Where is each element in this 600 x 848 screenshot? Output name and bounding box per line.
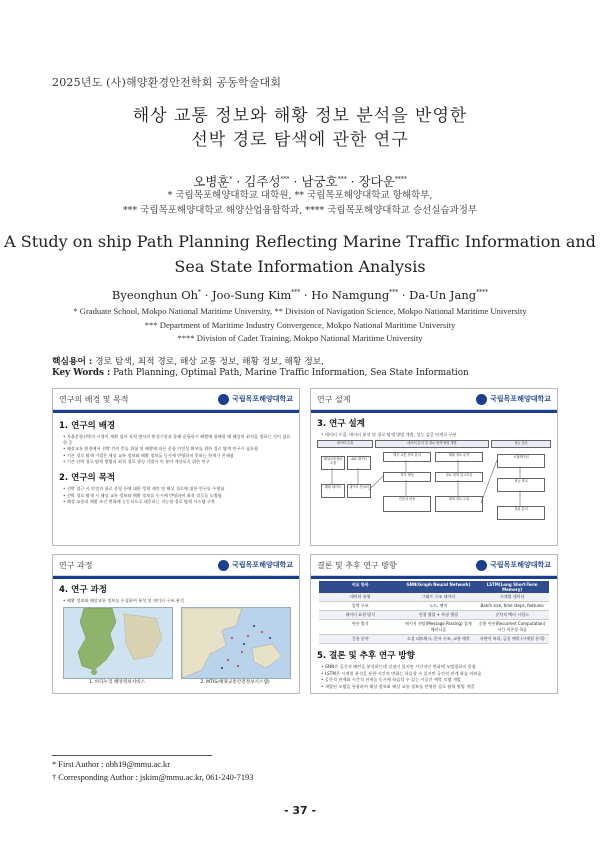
university-logo: 국립목포해양대학교 (218, 560, 293, 571)
korean-authors: 오병훈* · 김주성*** · 남궁호*** · 장다운**** (193, 174, 407, 189)
korean-affiliation-2: *** 국립목포해양대학교 해양산업융합학과, **** 국립목포해양대학교 승선실습과정부 (122, 205, 478, 216)
mtis-map (181, 607, 291, 679)
keywords-korean: 핵심용어 : 경로 탐색, 최적 경로, 해상 교통 정보, 해황 정보, 해황 정보, (52, 357, 325, 367)
table-header: 비교 항목 GNN(Graph Neural Network) LSTM(Long Short-Term Memory) (319, 581, 549, 593)
section-heading: 5. 결론 및 추후 연구 방향 (317, 651, 415, 661)
poster-background-purpose (52, 388, 300, 546)
accent-bar (311, 576, 557, 579)
english-title-line-2: Sea State Information Analysis (174, 257, 426, 276)
korean-affiliation-1: * 국립목포해양대학교 대학원, ** 국립목포해양대학교 항해학부, (167, 190, 433, 201)
conference-header: 2025년도 (사)해양환경안전학회 공동학술대회 (52, 76, 282, 89)
bullet-item: • 해황 정보와 해상교통 정보를 수집하여 분석 및 데이터 구조 분석 (63, 598, 293, 604)
bullet-item: • 선박 접근 시 안전과 항로 운영 등에 대한 정책 제안 및 해상 경로에 대한 연구를 수행함 (63, 486, 293, 492)
emblem-icon (218, 560, 229, 571)
accent-bar (53, 410, 299, 413)
flow-box: 해상교통정보 수집 (321, 456, 345, 470)
bullet-item: • 데이터 수집, 데이터 분석 및 경로 탐색 방법 개발, 성능 검증 단계로 구분 (321, 432, 551, 438)
english-title-line-1: A Study on ship Path Planning Reflecting Marine Traffic Information and (4, 232, 596, 251)
university-logo: 국립목포해양대학교 (476, 394, 551, 405)
bullet-item: • 기존 경로 탐색 기법은 해상 교통 정보와 해황 정보를 동시에 반영하지 못하는 한계가 존재함 (63, 453, 293, 459)
column-head: 데이터 수집 (317, 440, 373, 448)
bullet-item: • 공간적 관계와 시간적 관계를 동시에 학습할 수 있는 시공간 예측 모델 개발 (321, 677, 551, 683)
university-logo: 국립목포해양대학교 (218, 394, 293, 405)
table-row: 데이터 유형 그래프 구조 데이터 시계열 데이터 (319, 593, 549, 602)
bullet-item: • 기존 선박 경로 탐색 방법과 최적 경로 생성 기법이 이 분야 개선되기 위한 연구 (63, 459, 293, 465)
traffic-map-illustration (182, 608, 290, 678)
bullet-item: • GNN은 공간적 패턴을 분석하는데 강점이 있지만 시간적인 변화에 모델링하지 못함 (321, 664, 551, 670)
column-head: 데이터 분석 및 경로 탐색 방법 개발 (375, 440, 489, 448)
flow-box: 해황 정보 분석 (435, 452, 483, 462)
section-heading: 4. 연구 과정 (59, 585, 107, 595)
korean-title-line-1: 해상 교통 정보와 해황 정보 분석을 반영한 (132, 106, 468, 126)
korean-title-line-2: 선박 경로 탐색에 관한 연구 (191, 130, 409, 150)
flow-box: 성능 비교 (497, 478, 545, 492)
english-affiliation-3: **** Division of Cadet Training, Mokpo National Maritime University (177, 333, 423, 343)
comparison-table (319, 581, 549, 644)
emblem-icon (476, 560, 487, 571)
flow-box: AIS 데이터 (347, 456, 371, 470)
bullet-item: • 해상교통 환경에서 선박 간의 충돌 위험 및 해황에 따른 운항 안전성 확보를 위한 경로 탐색 연구가 필요함 (63, 446, 293, 452)
page-number: - 37 - (283, 804, 317, 817)
accent-bar (311, 410, 557, 413)
english-affiliation-2: *** Department of Maritime Industry Convergence, Mokpo National Maritime University (144, 320, 456, 330)
footnote-first-author: * First Author : obh19@mmu.ac.kr (52, 760, 170, 769)
poster-tag: 연구 과정 (59, 560, 93, 570)
poster-research-process (52, 554, 300, 694)
flow-box: 결과 분석 (497, 506, 545, 520)
flow-box: 최적 경로 도출 (435, 496, 483, 512)
flow-box: 시뮬레이션 (497, 454, 545, 468)
bullet-item: • 해상 교통과 해황 조건 변화에 능동적으로 대응하는 지능형 경로 탐색 시스템 구축 (63, 499, 293, 505)
english-affiliation-1: * Graduate School, Mokpo National Maritime University, ** Division of Navigation Science, Mokpo National Maritime University (73, 306, 527, 316)
table-row: 데이터 표현 방식 인접 행렬 + 특징 행렬 순차적 벡터 시퀀스 (319, 611, 549, 620)
conclusion-section (311, 649, 557, 690)
bullet-item: • 자율운항선박의 시행이 계획 점차 직적 센서의 환경기상과 융해 운항하기 해황에 항해할 때 해상의 최적을 정하는 것이 필요한 곳 (63, 434, 293, 445)
keywords-english: Key Words : Path Planning, Optimal Path, Marine Traffic Information, Sea State Information (52, 368, 469, 378)
emblem-icon (218, 394, 229, 405)
poster-conclusion (310, 554, 558, 694)
column-head: 성능 검증 (491, 440, 551, 448)
bullet-item: • 선박 경로 탐색 시 해상 교통 정보와 해황 정보를 동시에 반영하여 최적 경로를 도출함 (63, 493, 293, 499)
flow-box: 해상 교통 정보 분석 (383, 452, 431, 462)
poster-research-design (310, 388, 558, 546)
table-row: 연산 방식 메시지 전달(Message Passing) 집계 메커니즘 순환 연산(Recurrent Computation) 시간 의존성 학습 (319, 620, 549, 635)
section-heading: 1. 연구의 배경 (59, 421, 116, 431)
section-heading: 3. 연구 설계 (317, 419, 365, 429)
flow-arrows (317, 440, 551, 546)
table-row: 입력 구조 노드, 엣지 Batch size, time steps, features (319, 602, 549, 611)
bullet-item: • 개발된 모델을 통합하여 해상 정보와 해상 교통 정보를 반영한 경로 탐색 방법 개발 (321, 684, 551, 690)
footnote-corresponding-author: † Corresponding Author : jskim@mmu.ac.kr, 061-240-7193 (52, 773, 254, 782)
flow-box: 가중치 적용 (383, 496, 431, 512)
ocean-info-map (63, 607, 173, 679)
bullet-item: • LSTM은 시계열 분석을 통한 시간적 변화는 학습할 수 있지만 공간적 관계 학습 어려움 (321, 671, 551, 677)
emblem-icon (476, 394, 487, 405)
korea-map-illustration (64, 608, 172, 678)
map-caption-2: 2. MTIS(해양교통안전정보시스템) (200, 680, 270, 685)
map-caption-1: 1. 바다누리 해양정보서비스 (88, 680, 146, 685)
flow-box: 경로 탐색 알고리즘 (435, 472, 483, 482)
flowchart (317, 440, 551, 546)
accent-bar (53, 576, 299, 579)
table-row: 응용 분야 소셜 네트워크, 분자 구조, 교통 예측 자연어 처리, 금융 예측 (시계열 분석) (319, 635, 549, 644)
university-logo: 국립목포해양대학교 (476, 560, 551, 571)
footnote-divider (52, 755, 212, 756)
poster-tag: 연구의 배경 및 목적 (59, 394, 129, 404)
poster-tag: 연구 설계 (317, 394, 351, 404)
english-authors: Byeonghun Oh* · Joo-Sung Kim*** · Ho Namgung*** · Da-Un Jang**** (111, 288, 489, 302)
section-heading: 2. 연구의 목적 (59, 472, 116, 483)
flow-box: 데이터 전처리 (347, 484, 371, 498)
flow-box: 해황 데이터 (321, 484, 345, 498)
map-panels (53, 605, 299, 685)
poster-tag: 결론 및 추후 연구 방향 (317, 560, 397, 570)
flow-box: 격자 생성 (383, 472, 431, 482)
